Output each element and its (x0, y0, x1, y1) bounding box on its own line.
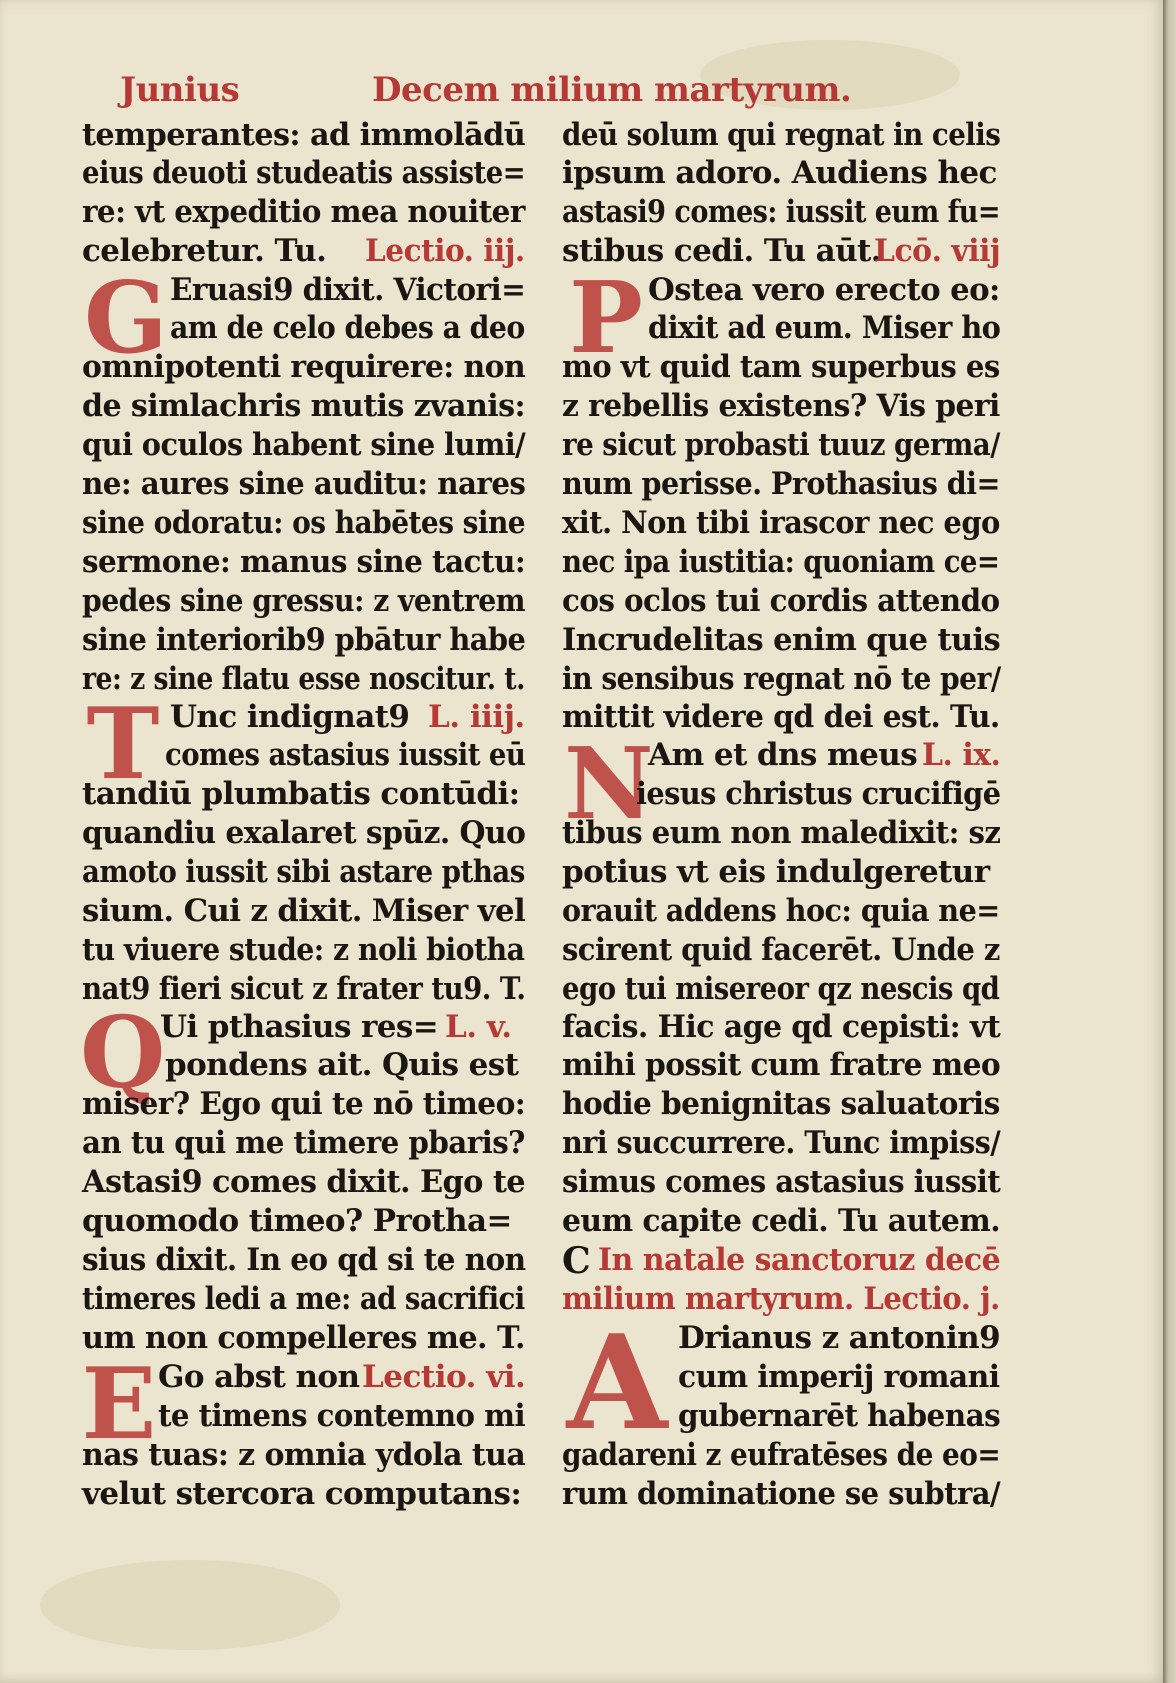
text-line: celebretur. Tu. (82, 233, 327, 269)
text-line: mo vt quid tam superbus es (562, 349, 1000, 385)
text-line: iesus christus crucifigē (636, 776, 1001, 812)
text-line: nec ipa iustitia: quoniam ce= (562, 544, 1000, 580)
initial-letter: Q (80, 996, 166, 1111)
text-line: nat9 fieri sicut z frater tu9. T. (82, 971, 526, 1007)
text-line: Astasi9 comes dixit. Ego te (82, 1164, 526, 1200)
text-line: Drianus z antonin9 (678, 1320, 1001, 1356)
header-month: Junius (120, 70, 240, 110)
paper-stain (40, 1560, 340, 1650)
text-line: in sensibus regnat nō te per/ (562, 661, 1001, 697)
text-line: re: vt expeditio mea nouiter (82, 194, 525, 230)
text-line: ne: aures sine auditu: nares (82, 466, 526, 502)
feast-heading: milium martyrum. Lectio. j. (562, 1281, 1000, 1317)
text-line: Unc indignat9 (170, 699, 410, 735)
text-line: dixit ad eum. Miser ho (648, 310, 1001, 346)
text-line: um non compelleres me. T. (82, 1320, 526, 1356)
initial-letter: P (569, 261, 643, 376)
text-line: eius deuoti studeatis assiste= (82, 155, 526, 191)
text-line: xit. Non tibi irascor nec ego (562, 505, 1000, 541)
text-line: gadareni z eufratēses de eo= (562, 1437, 1001, 1473)
header-feast-title: Decem milium martyrum. (372, 70, 852, 110)
text-line: simus comes astasius iussit (562, 1164, 1001, 1200)
text-line: deū solum qui regnat in celis (562, 117, 1001, 153)
text-line: sium. Cui z dixit. Miser vel (82, 893, 526, 929)
text-line: Ostea vero erecto eo: (648, 272, 1000, 308)
text-line: amoto iussit sibi astare pthas (82, 854, 525, 890)
text-line: scirent quid facerēt. Unde z (562, 932, 1000, 968)
text-line: sine odoratu: os habētes sine (82, 505, 526, 541)
text-line: Go abst non (158, 1359, 360, 1395)
text-line: tibus eum non maledixit: sz (562, 815, 1001, 851)
text-line: omnipotenti requirere: non (82, 349, 526, 385)
text-line: Incrudelitas enim que tuis (562, 622, 1001, 658)
rubric-lectio: L. iiij. (428, 699, 525, 735)
text-line: astasi9 comes: iussit eum fu= (562, 194, 1001, 230)
text-line: mihi possit cum fratre meo (562, 1047, 1001, 1083)
text-line: timeres ledi a me: ad sacrifici (82, 1281, 525, 1317)
text-line: num perisse. Prothasius di= (562, 466, 1000, 502)
text-line: potius vt eis indulgeretur (562, 854, 990, 890)
text-line: quandiu exalaret spūz. Quo (82, 815, 526, 851)
text-line: ipsum adoro. Audiens hec (562, 155, 997, 191)
text-line: cum imperij romani (678, 1359, 1000, 1395)
text-line: Eruasi9 dixit. Victori= (170, 272, 526, 308)
text-line: sermone: manus sine tactu: (82, 544, 526, 580)
text-line: temperantes: ad immolādū (82, 117, 526, 153)
text-line: rum dominatione se subtra/ (562, 1476, 1001, 1512)
text-line: hodie benignitas saluatoris (562, 1086, 1000, 1122)
text-line: Am et dns meus (648, 737, 918, 773)
initial-letter: T (86, 687, 160, 802)
rubric-lectio: L. v. (445, 1009, 512, 1045)
rubric-lectio: Lectio. vi. (362, 1359, 526, 1395)
text-line: cos oclos tui cordis attendo (562, 583, 1000, 619)
text-line: z rebellis existens? Vis peri (562, 388, 1000, 424)
binding-edge (1163, 0, 1176, 1683)
text-line: sius dixit. In eo qd si te non (82, 1242, 526, 1278)
text-line: velut stercora computans: (82, 1476, 522, 1512)
text-line: qui oculos habent sine lumi/ (82, 427, 526, 463)
text-line: Ui pthasius res= (160, 1009, 439, 1045)
text-line: sine interiorib9 pbātur habe (82, 622, 526, 658)
text-line: tu viuere stude: z noli biotha (82, 932, 525, 968)
text-line: te timens contemno mi (158, 1398, 525, 1434)
rubric-lectio: Lcō. viij (874, 233, 1001, 269)
text-line: am de celo debes a deo (170, 310, 525, 346)
rubric-lectio: L. ix. (922, 737, 1001, 773)
initial-letter: N (564, 727, 654, 842)
text-line: de simlachris mutis zvanis: (82, 388, 526, 424)
initial-letter: E (81, 1347, 157, 1462)
text-line: quomodo timeo? Protha= (82, 1203, 512, 1239)
text-line: an tu qui me timere pbaris? (82, 1125, 525, 1161)
text-line: pondens ait. Quis est (165, 1047, 519, 1083)
text-line: nas tuas: z omnia ydola tua (82, 1437, 526, 1473)
text-line: stibus cedi. Tu aūt. (562, 233, 881, 269)
text-line: ego tui misereor qz nescis qd (562, 971, 1000, 1007)
feast-heading: In natale sanctoruz decē (598, 1242, 1001, 1278)
text-line: comes astasius iussit eū (165, 737, 526, 773)
text-line: pedes sine gressu: z ventrem (82, 583, 526, 619)
text-line: orauit addens hoc: quia ne= (562, 893, 1000, 929)
rubric-lectio: Lectio. iij. (365, 233, 525, 269)
text-line: facis. Hic age qd cepisti: vt (562, 1009, 1001, 1045)
text-line: tandiū plumbatis contūdi: (82, 776, 520, 812)
text-line: eum capite cedi. Tu autem. (562, 1203, 1001, 1239)
text-line: re: z sine flatu esse noscitur. t. (82, 661, 525, 697)
text-line: nri succurrere. Tunc impiss/ (562, 1125, 1001, 1161)
pilcrow-mark: C (562, 1240, 591, 1282)
text-line: mittit videre qd dei est. Tu. (562, 699, 1000, 735)
initial-letter: G (84, 261, 168, 376)
text-line: miser? Ego qui te nō timeo: (82, 1086, 526, 1122)
text-line: re sicut probasti tuuz germa/ (562, 427, 1000, 463)
initial-letter: A (566, 1306, 668, 1459)
text-line: gubernarēt habenas (678, 1398, 1001, 1434)
